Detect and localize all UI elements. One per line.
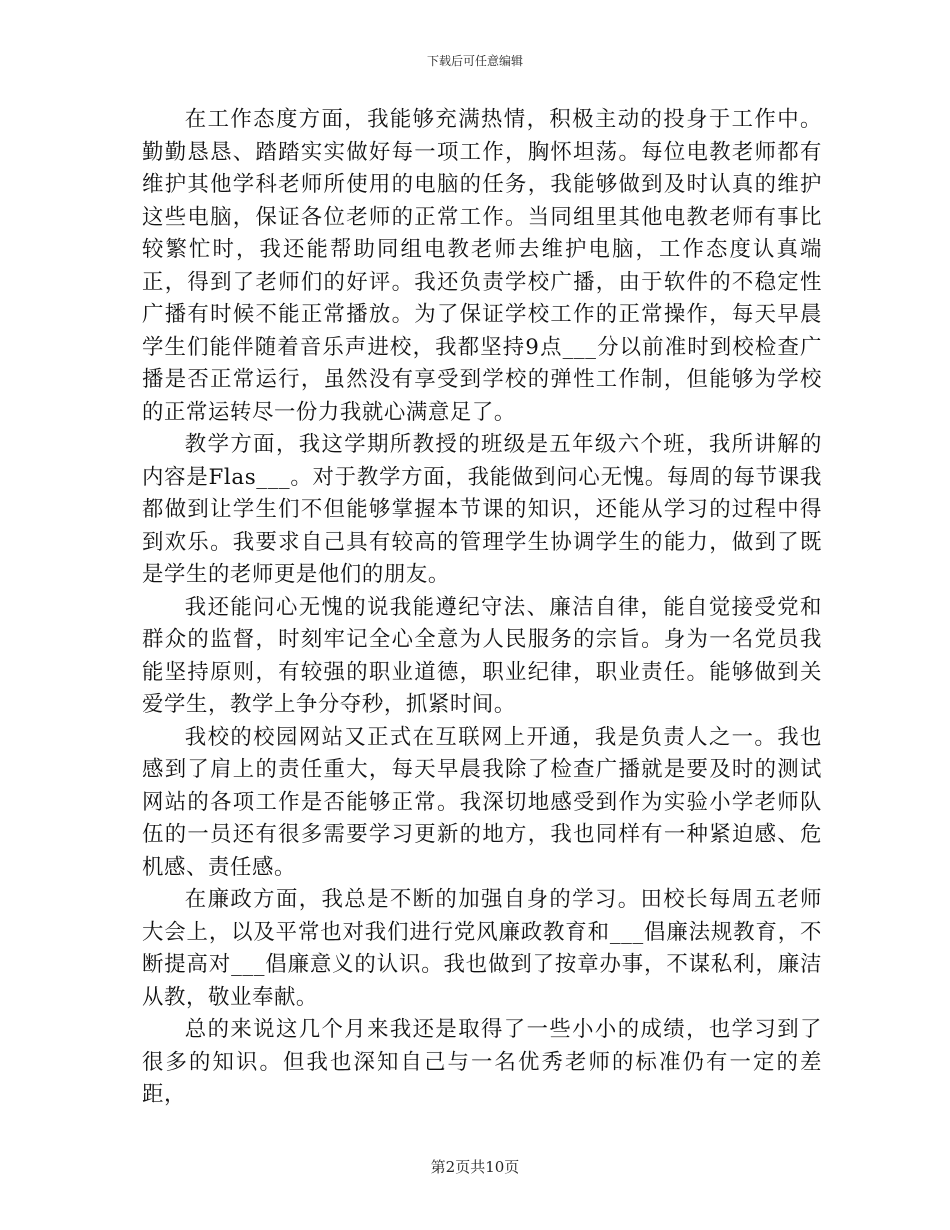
paragraph-summary: 总的来说这几个月来我还是取得了一些小小的成绩，也学习到了很多的知识。但我也深知自己与一名优秀老师的标准仍有一定的差距， (142, 1017, 822, 1107)
page-header: 下载后可任意编辑 (426, 54, 523, 68)
paragraph-teaching: 教学方面，我这学期所教授的班级是五年级六个班，我所讲解的内容是Flas___。对于教学方面，我能做到问心无愧。每周的每节课我都做到让学生们不但能够掌握本节课的知识，还能从学习的过程中得到欢乐。我要求自己具有较高的管理学生协调学生的能力，做到了既是学生的老师更是他们的朋友。 (142, 432, 822, 587)
paragraph-discipline: 我还能问心无愧的说我能遵纪守法、廉洁自律，能自觉接受党和群众的监督，时刻牢记全心全意为人民服务的宗旨。身为一名党员我能坚持原则，有较强的职业道德，职业纪律，职业责任。能够做到关爱学生，教学上争分夺秒，抓紧时间。 (142, 594, 822, 717)
paragraph-integrity: 在廉政方面，我总是不断的加强自身的学习。田校长每周五老师大会上，以及平常也对我们进行党风廉政教育和___倡廉法规教育，不断提高对___倡廉意义的认识。我也做到了按章办事，不谋私利，廉洁从教，敬业奉献。 (142, 887, 822, 1010)
page-footer: 第2页共10页 (430, 1158, 520, 1176)
paragraph-website: 我校的校园网站又正式在互联网上开通，我是负责人之一。我也感到了肩上的责任重大，每天早晨我除了检查广播就是要及时的测试网站的各项工作是否能够正常。我深切地感受到作为实验小学老师队伍的一员还有很多需要学习更新的地方，我也同样有一种紧迫感、危机感、责任感。 (142, 724, 822, 880)
document-body (142, 104, 822, 1112)
paragraph-work-attitude: 在工作态度方面，我能够充满热情，积极主动的投身于工作中。勤勤恳恳、踏踏实实做好每一项工作，胸怀坦荡。每位电教老师都有维护其他学科老师所使用的电脑的任务，我能够做到及时认真的维护这些电脑，保证各位老师的正常工作。当同组里其他电教老师有事比较繁忙时，我还能帮助同组电教老师去维护电脑，工作态度认真端正，得到了老师们的好评。我还负责学校广播，由于软件的不稳定性广播有时候不能正常播放。为了保证学校工作的正常操作，每天早晨学生们能伴随着音乐声进校，我都坚持9点___分以前准时到校检查广播是否正常运行，虽然没有享受到学校的弹性工作制，但能够为学校的正常运转尽一份力我就心满意足了。 (142, 107, 822, 425)
